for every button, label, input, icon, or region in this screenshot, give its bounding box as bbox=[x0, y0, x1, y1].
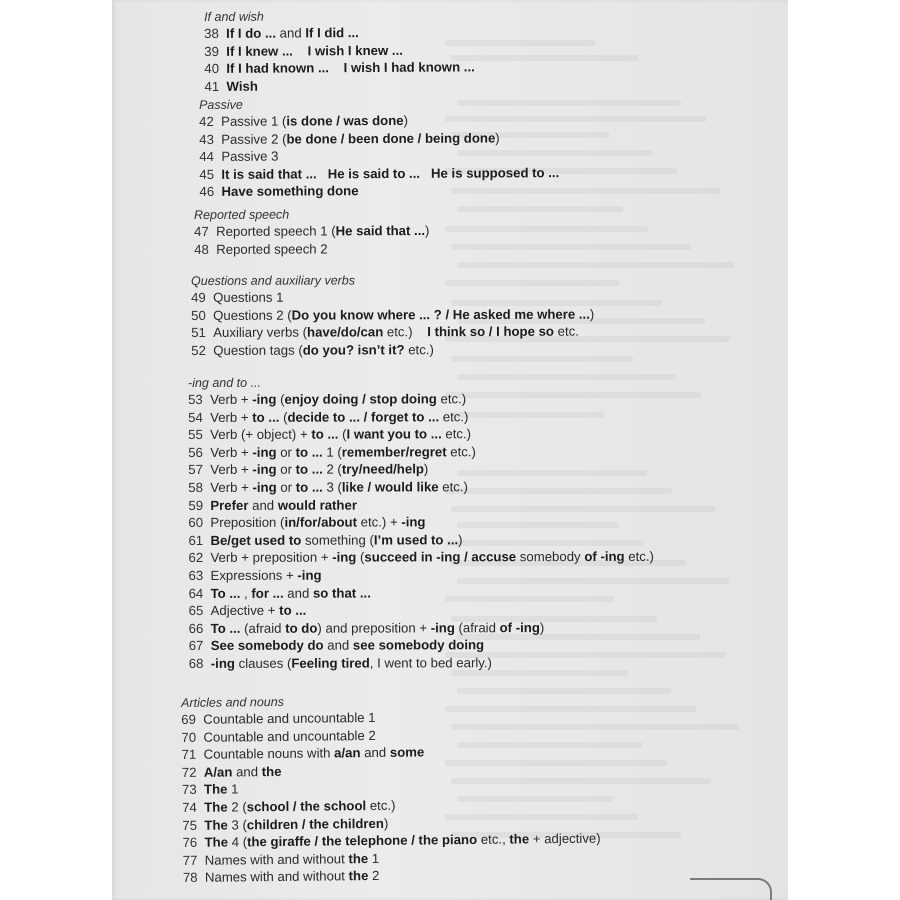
bold-phrase: of -ing bbox=[584, 549, 625, 565]
bold-phrase: have/do/can bbox=[306, 324, 384, 340]
item-text: Passive 2 ( bbox=[221, 131, 287, 147]
item-text: and bbox=[248, 497, 278, 513]
unit-number: 56 bbox=[188, 444, 203, 460]
item-text: 1 ( bbox=[322, 444, 342, 460]
item-text: Adjective + bbox=[210, 602, 280, 619]
bold-phrase: -ing bbox=[252, 444, 277, 460]
bold-phrase: -ing bbox=[252, 479, 277, 495]
item-text: Expressions + bbox=[210, 567, 298, 583]
bold-phrase: enjoy doing / stop doing bbox=[284, 391, 437, 407]
item-text: ) bbox=[495, 130, 500, 146]
section-heading: Reported speech bbox=[194, 207, 290, 222]
section-passive bbox=[199, 95, 559, 201]
bold-phrase: He is supposed to ... bbox=[430, 164, 560, 181]
item-text: and bbox=[283, 585, 313, 601]
item-text: etc.) bbox=[404, 341, 434, 358]
bold-phrase: would rather bbox=[277, 497, 357, 513]
unit-number: 62 bbox=[188, 550, 204, 566]
item-text: (afraid bbox=[454, 619, 500, 636]
unit-number: 52 bbox=[191, 342, 206, 358]
bold-phrase: try/need/help bbox=[341, 461, 424, 477]
item-text: Names with and without bbox=[204, 851, 349, 868]
unit-number: 70 bbox=[181, 729, 197, 745]
item-text: Reported speech 1 ( bbox=[216, 223, 336, 239]
item-text: ( bbox=[338, 426, 347, 442]
item-text: 3 ( bbox=[227, 816, 247, 833]
item-text: etc.) bbox=[383, 324, 428, 340]
item-text: and bbox=[275, 25, 306, 41]
bold-phrase: If I did ... bbox=[305, 25, 359, 41]
section-heading: Articles and nouns bbox=[181, 694, 284, 710]
bold-phrase: to do bbox=[285, 620, 318, 636]
section-heading: -ing and to ... bbox=[188, 375, 262, 390]
item-text: Verb (+ object) + bbox=[210, 426, 312, 443]
item-text: 1 bbox=[227, 781, 239, 797]
list-item bbox=[188, 425, 653, 444]
item-text: 2 bbox=[368, 868, 380, 884]
bold-phrase: I want you to ... bbox=[346, 426, 442, 442]
bold-phrase: the giraffe / the telephone / the piano bbox=[246, 832, 478, 850]
bold-phrase: -ing bbox=[297, 567, 322, 583]
unit-number: 41 bbox=[204, 78, 220, 94]
bold-phrase: Do you know where ... ? / He asked me where ... bbox=[291, 306, 590, 323]
bold-phrase: the bbox=[348, 850, 369, 867]
list-item bbox=[191, 288, 594, 307]
item-text: and bbox=[232, 763, 262, 780]
item-text: Verb + bbox=[210, 391, 253, 407]
bold-phrase: of -ing bbox=[499, 619, 540, 635]
item-text: Auxiliary verbs ( bbox=[213, 324, 308, 341]
unit-number: 59 bbox=[188, 497, 204, 513]
unit-number: 54 bbox=[188, 409, 203, 425]
unit-number: 38 bbox=[204, 25, 219, 41]
unit-number: 64 bbox=[188, 585, 204, 601]
list-item bbox=[188, 478, 653, 497]
unit-number: 47 bbox=[194, 223, 209, 239]
item-text: (afraid bbox=[240, 620, 286, 636]
unit-number: 43 bbox=[199, 131, 214, 147]
item-text: ) bbox=[539, 619, 545, 635]
unit-number: 50 bbox=[191, 307, 206, 323]
item-text: etc.) bbox=[439, 408, 469, 424]
unit-number: 77 bbox=[182, 852, 198, 868]
list-item bbox=[199, 111, 559, 130]
unit-number: 66 bbox=[188, 620, 204, 636]
bold-phrase: If I had known ... bbox=[226, 60, 329, 77]
item-text: ) bbox=[403, 112, 409, 128]
bold-phrase: the bbox=[261, 763, 282, 779]
item-text: Passive 1 ( bbox=[221, 113, 287, 129]
item-text: , I went to bed early.) bbox=[369, 655, 492, 671]
bold-phrase: If I knew ... bbox=[226, 43, 293, 59]
item-text bbox=[329, 60, 344, 75]
item-text: clauses ( bbox=[234, 655, 292, 671]
bold-phrase: I wish I knew ... bbox=[307, 42, 403, 58]
item-text: etc.) bbox=[436, 391, 467, 407]
bold-phrase: I’m used to ... bbox=[373, 532, 459, 548]
unit-number: 67 bbox=[188, 638, 204, 654]
bold-phrase: remember/regret bbox=[341, 444, 447, 460]
section-heading: If and wish bbox=[204, 9, 264, 24]
unit-number: 69 bbox=[181, 711, 197, 727]
bold-phrase: be done / been done / being done bbox=[286, 130, 496, 147]
unit-number: 49 bbox=[191, 289, 206, 305]
unit-number: 39 bbox=[204, 43, 219, 59]
list-item bbox=[204, 59, 474, 78]
bold-phrase: -ing bbox=[430, 620, 455, 636]
bold-phrase: A/an bbox=[203, 764, 233, 780]
list-item bbox=[188, 548, 653, 567]
unit-number: 78 bbox=[182, 870, 198, 886]
item-text: Names with and without bbox=[204, 868, 349, 886]
item-text: ) bbox=[383, 815, 389, 831]
unit-number: 73 bbox=[181, 782, 197, 798]
item-text: 1 bbox=[368, 850, 380, 866]
item-text: etc., bbox=[477, 831, 510, 848]
item-text: Verb + bbox=[210, 444, 253, 460]
item-text: + adjective) bbox=[529, 830, 601, 847]
item-text: Passive 3 bbox=[221, 148, 279, 165]
section-articles-and-nouns bbox=[181, 691, 601, 887]
section-ing-and-to bbox=[188, 374, 654, 673]
item-text: and bbox=[360, 745, 390, 761]
unit-number: 58 bbox=[188, 479, 203, 495]
unit-number: 57 bbox=[188, 462, 203, 478]
list-item bbox=[188, 390, 653, 409]
bold-phrase: He said that ... bbox=[335, 222, 426, 239]
unit-number: 53 bbox=[188, 391, 203, 407]
bold-phrase: The bbox=[203, 781, 228, 798]
unit-number: 40 bbox=[204, 61, 220, 77]
bold-phrase: Wish bbox=[226, 78, 258, 94]
item-text: Questions 1 bbox=[213, 289, 284, 305]
item-text bbox=[420, 166, 431, 181]
list-item bbox=[194, 222, 429, 241]
bold-phrase: -ing bbox=[252, 391, 277, 407]
bold-phrase: some bbox=[389, 744, 425, 761]
unit-number: 65 bbox=[188, 603, 204, 619]
bold-phrase: to ... bbox=[252, 409, 280, 425]
list-item bbox=[188, 460, 653, 479]
list-item bbox=[188, 443, 653, 462]
item-text: etc.) bbox=[446, 444, 476, 460]
item-text: ) and preposition + bbox=[317, 620, 431, 636]
bold-phrase: To ... bbox=[210, 585, 241, 601]
bold-phrase: I think so / I hope so bbox=[427, 323, 555, 340]
list-item bbox=[189, 618, 654, 637]
bold-phrase: the bbox=[509, 831, 530, 847]
unit-number: 72 bbox=[181, 764, 197, 780]
item-text: etc.) bbox=[366, 797, 396, 814]
unit-number: 51 bbox=[191, 325, 206, 341]
item-text: Reported speech 2 bbox=[216, 241, 328, 257]
bold-phrase: -ing bbox=[252, 462, 277, 478]
bold-phrase: in/for/about bbox=[284, 514, 357, 530]
bold-phrase: do you? isn’t it? bbox=[302, 342, 405, 358]
bold-phrase: -ing bbox=[210, 655, 235, 671]
item-text: etc.) bbox=[438, 479, 468, 495]
bold-phrase: for ... bbox=[251, 585, 284, 601]
list-item bbox=[199, 164, 559, 183]
list-item bbox=[204, 76, 474, 95]
item-text: Question tags ( bbox=[213, 342, 303, 358]
item-text: ) bbox=[589, 306, 595, 322]
item-text: ) bbox=[423, 461, 429, 477]
list-item bbox=[191, 340, 594, 359]
item-text: ( bbox=[279, 409, 288, 425]
bold-phrase: If I do ... bbox=[226, 25, 277, 41]
item-text: somebody bbox=[516, 549, 585, 565]
item-text: etc. bbox=[553, 323, 579, 339]
item-text bbox=[293, 43, 308, 58]
item-text: etc.) bbox=[441, 426, 472, 442]
list-item bbox=[189, 654, 654, 673]
unit-number: 55 bbox=[188, 427, 203, 443]
item-text: Verb + bbox=[210, 479, 253, 495]
unit-number: 42 bbox=[199, 113, 214, 129]
item-text: 3 ( bbox=[322, 479, 342, 495]
unit-number: 68 bbox=[188, 655, 204, 671]
item-text: , bbox=[240, 585, 252, 601]
item-text: Verb + bbox=[210, 409, 253, 425]
item-text: 4 ( bbox=[227, 834, 248, 850]
item-text: Countable and uncountable 1 bbox=[203, 709, 376, 727]
item-text: or bbox=[276, 444, 296, 460]
list-item bbox=[194, 240, 429, 259]
list-item bbox=[188, 495, 653, 514]
unit-number: 76 bbox=[182, 834, 198, 851]
item-text: ) bbox=[424, 222, 430, 238]
bold-phrase: succeed in -ing / accuse bbox=[364, 549, 517, 565]
item-text: ( bbox=[276, 391, 285, 407]
bold-phrase: Feeling tired bbox=[291, 655, 370, 671]
list-item bbox=[199, 181, 559, 200]
section-reported-speech bbox=[194, 206, 430, 258]
list-item bbox=[191, 305, 594, 324]
item-text: 2 ( bbox=[227, 799, 247, 815]
bold-phrase: like / would like bbox=[341, 479, 439, 495]
list-item bbox=[189, 601, 654, 620]
unit-number: 46 bbox=[199, 184, 215, 200]
unit-number: 48 bbox=[194, 241, 209, 257]
bold-phrase: is done / was done bbox=[286, 112, 404, 129]
list-item bbox=[189, 636, 654, 655]
list-item bbox=[188, 407, 653, 426]
item-text: something ( bbox=[301, 532, 374, 548]
section-questions-auxiliary-verbs bbox=[191, 272, 594, 360]
bold-phrase: The bbox=[204, 834, 229, 850]
unit-number: 71 bbox=[181, 747, 197, 763]
item-text: Questions 2 ( bbox=[213, 307, 292, 323]
item-text: etc.) + bbox=[356, 514, 402, 530]
list-item bbox=[204, 41, 474, 60]
list-item bbox=[204, 23, 474, 42]
list-item bbox=[188, 513, 653, 532]
list-item bbox=[199, 129, 559, 148]
bold-phrase: He is said to ... bbox=[327, 165, 421, 182]
bold-phrase: To ... bbox=[210, 620, 241, 636]
bold-phrase: to ... bbox=[295, 444, 323, 460]
item-text: ) bbox=[458, 532, 463, 548]
bold-phrase: -ing bbox=[332, 549, 357, 565]
section-if-and-wish bbox=[204, 7, 475, 95]
bold-phrase: to ... bbox=[295, 462, 323, 478]
list-item bbox=[189, 583, 654, 602]
unit-number: 63 bbox=[188, 567, 204, 583]
bold-phrase: decide to ... / forget to ... bbox=[287, 408, 440, 425]
bold-phrase: to ... bbox=[311, 426, 339, 442]
list-item bbox=[188, 531, 653, 550]
bold-phrase: to ... bbox=[295, 479, 323, 495]
bold-phrase: -ing bbox=[401, 514, 426, 530]
unit-number: 45 bbox=[199, 166, 215, 182]
section-heading: Questions and auxiliary verbs bbox=[191, 273, 356, 288]
list-item bbox=[183, 865, 601, 887]
bold-phrase: the bbox=[348, 868, 369, 884]
bold-phrase: see somebody doing bbox=[352, 637, 485, 653]
list-item bbox=[199, 146, 559, 165]
unit-number: 44 bbox=[199, 149, 215, 165]
section-heading: Passive bbox=[199, 97, 243, 112]
item-text bbox=[317, 166, 328, 181]
item-text: ( bbox=[356, 549, 365, 565]
bold-phrase: Have something done bbox=[221, 183, 359, 200]
item-text: etc.) bbox=[624, 549, 654, 565]
item-text: Countable and uncountable 2 bbox=[203, 727, 376, 745]
item-text: or bbox=[276, 479, 296, 495]
bold-phrase: It is said that ... bbox=[221, 166, 317, 182]
item-text: and bbox=[323, 637, 353, 653]
bold-phrase: to ... bbox=[279, 602, 307, 618]
item-text: Verb + bbox=[210, 462, 253, 478]
bold-phrase: The bbox=[204, 799, 228, 815]
item-text: Countable nouns with bbox=[203, 745, 335, 762]
unit-number: 75 bbox=[182, 817, 198, 833]
bold-phrase: Prefer bbox=[210, 497, 249, 513]
bold-phrase: The bbox=[204, 817, 228, 833]
bold-phrase: a/an bbox=[334, 745, 361, 761]
unit-number: 74 bbox=[182, 799, 197, 815]
bold-phrase: so that ... bbox=[312, 585, 371, 601]
unit-number: 60 bbox=[188, 515, 204, 531]
bold-phrase: I wish I had known ... bbox=[343, 59, 475, 76]
list-item bbox=[191, 323, 594, 342]
item-text: 2 ( bbox=[322, 461, 342, 478]
unit-number: 61 bbox=[188, 532, 204, 548]
item-text: or bbox=[276, 462, 296, 478]
bold-phrase: school / the school bbox=[246, 798, 367, 815]
bold-phrase: children / the children bbox=[246, 815, 384, 832]
list-item bbox=[189, 566, 654, 585]
bold-phrase: Be/get used to bbox=[210, 532, 302, 548]
item-text: Verb + preposition + bbox=[210, 549, 333, 566]
item-text: Preposition ( bbox=[210, 514, 285, 531]
bold-phrase: See somebody do bbox=[210, 637, 324, 654]
